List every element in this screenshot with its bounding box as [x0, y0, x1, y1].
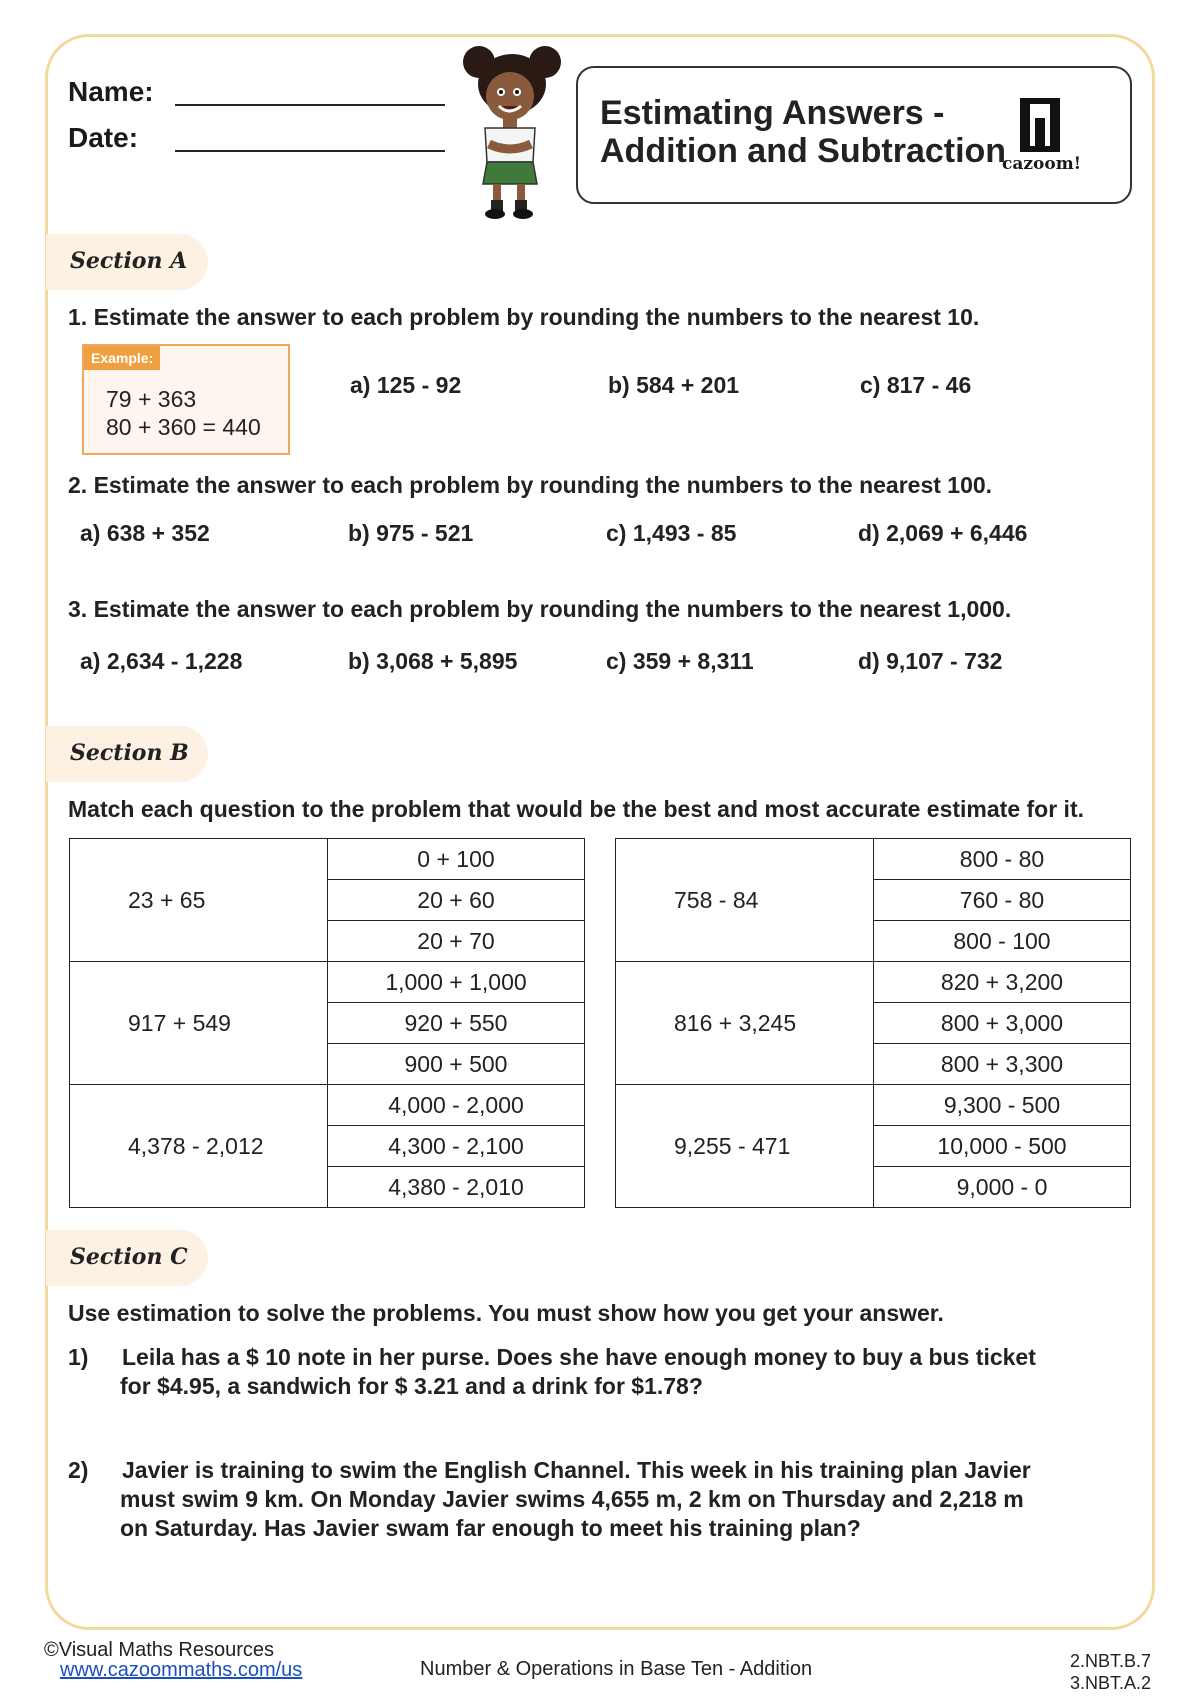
question-1-text: 1. Estimate the answer to each problem by rounding the numbers to the nearest 10.	[68, 304, 980, 330]
table-row	[70, 962, 585, 1003]
problem-2-line-2: must swim 9 km. On Monday Javier swims 4,655 m, 2 km on Thursday and 2,218 m	[120, 1486, 1024, 1512]
example-answer: 80 + 360 = 440	[106, 414, 261, 440]
match-option: 4,300 - 2,100	[328, 1126, 585, 1167]
q1-problem-a: a) 125 - 92	[350, 372, 462, 398]
table-row	[616, 962, 1131, 1003]
match-option: 800 + 3,000	[874, 1003, 1131, 1044]
match-question: 816 + 3,245	[616, 962, 874, 1085]
match-option: 0 + 100	[328, 839, 585, 880]
q2-problem-c: c) 1,493 - 85	[606, 520, 737, 546]
footer-standards	[1070, 1650, 1151, 1694]
title-box	[576, 66, 1132, 204]
match-option: 800 + 3,300	[874, 1044, 1131, 1085]
match-option: 20 + 70	[328, 921, 585, 962]
example-box	[82, 344, 290, 455]
question-2-text: 2. Estimate the answer to each problem by rounding the numbers to the nearest 100.	[68, 472, 993, 498]
q3-problem-a: a) 2,634 - 1,228	[80, 648, 243, 674]
match-table-left	[69, 838, 585, 1208]
problem-2-number: 2)	[68, 1457, 89, 1483]
question-3-text: 3. Estimate the answer to each problem by rounding the numbers to the nearest 1,000.	[68, 596, 1012, 622]
q2-problem-b: b) 975 - 521	[348, 520, 474, 546]
q1-problem-b: b) 584 + 201	[608, 372, 740, 398]
copyright-text: ©Visual Maths Resources	[44, 1639, 275, 1661]
match-question: 23 + 65	[70, 839, 328, 962]
q1-problem-c: c) 817 - 46	[860, 372, 972, 398]
section-c-instruction: Use estimation to solve the problems. You must show how you get your answer.	[68, 1300, 944, 1326]
name-line	[175, 104, 445, 106]
problem-2-line-3: on Saturday. Has Javier swam far enough to meet his training plan?	[120, 1515, 861, 1541]
match-question: 758 - 84	[616, 839, 874, 962]
student-character-illustration	[455, 44, 575, 224]
worksheet-title: Estimating Answers - Addition and Subtraction	[600, 94, 1007, 170]
cazoom-logo-icon	[1018, 98, 1062, 152]
match-option: 1,000 + 1,000	[328, 962, 585, 1003]
match-option: 800 - 100	[874, 921, 1131, 962]
standard-code: 2.NBT.B.7	[1070, 1651, 1152, 1671]
match-option: 20 + 60	[328, 880, 585, 921]
match-question: 4,378 - 2,012	[70, 1085, 328, 1208]
match-option: 920 + 550	[328, 1003, 585, 1044]
q2-problem-d: d) 2,069 + 6,446	[858, 520, 1028, 546]
table-row	[616, 1085, 1131, 1126]
logo-text: cazoom!	[1002, 154, 1082, 174]
q3-problem-b: b) 3,068 + 5,895	[348, 648, 518, 674]
match-option: 9,300 - 500	[874, 1085, 1131, 1126]
section-b-instruction: Match each question to the problem that would be the best and most accurate estimate for it.	[68, 796, 1084, 822]
table-row	[70, 1085, 585, 1126]
standard-code: 3.NBT.A.2	[1070, 1673, 1152, 1693]
match-option: 800 - 80	[874, 839, 1131, 880]
q3-problem-c: c) 359 + 8,311	[606, 648, 754, 674]
section-c-heading: Section C	[46, 1230, 208, 1286]
problem-1-line-2: for $4.95, a sandwich for $ 3.21 and a drink for $1.78?	[120, 1373, 703, 1399]
q3-problem-d: d) 9,107 - 732	[858, 648, 1003, 674]
table-row	[616, 839, 1131, 880]
match-question: 9,255 - 471	[616, 1085, 874, 1208]
match-option: 900 + 500	[328, 1044, 585, 1085]
example-problem: 79 + 363	[106, 386, 197, 412]
example-tag: Example:	[84, 346, 160, 370]
name-label: Name:	[68, 76, 154, 107]
q2-problem-a: a) 638 + 352	[80, 520, 210, 546]
match-option: 9,000 - 0	[874, 1167, 1131, 1208]
match-option: 4,380 - 2,010	[328, 1167, 585, 1208]
section-a-heading: Section A	[46, 234, 208, 290]
problem-1-line-1: Leila has a $ 10 note in her purse. Does she have enough money to buy a bus ticket	[122, 1344, 1036, 1370]
date-line	[175, 150, 445, 152]
footer-topic: Number & Operations in Base Ten - Addition	[420, 1658, 813, 1680]
match-option: 4,000 - 2,000	[328, 1085, 585, 1126]
match-option: 820 + 3,200	[874, 962, 1131, 1003]
match-table-right	[615, 838, 1131, 1208]
match-option: 760 - 80	[874, 880, 1131, 921]
match-question: 917 + 549	[70, 962, 328, 1085]
match-option: 10,000 - 500	[874, 1126, 1131, 1167]
problem-1-number: 1)	[68, 1344, 89, 1370]
website-link[interactable]: www.cazoommaths.com/us	[60, 1659, 303, 1681]
footer-credits	[44, 1640, 302, 1680]
problem-2-line-1: Javier is training to swim the English Channel. This week in his training plan Javier	[122, 1457, 1031, 1483]
section-b-heading: Section B	[46, 726, 208, 782]
date-label: Date:	[68, 122, 139, 153]
table-row	[70, 839, 585, 880]
